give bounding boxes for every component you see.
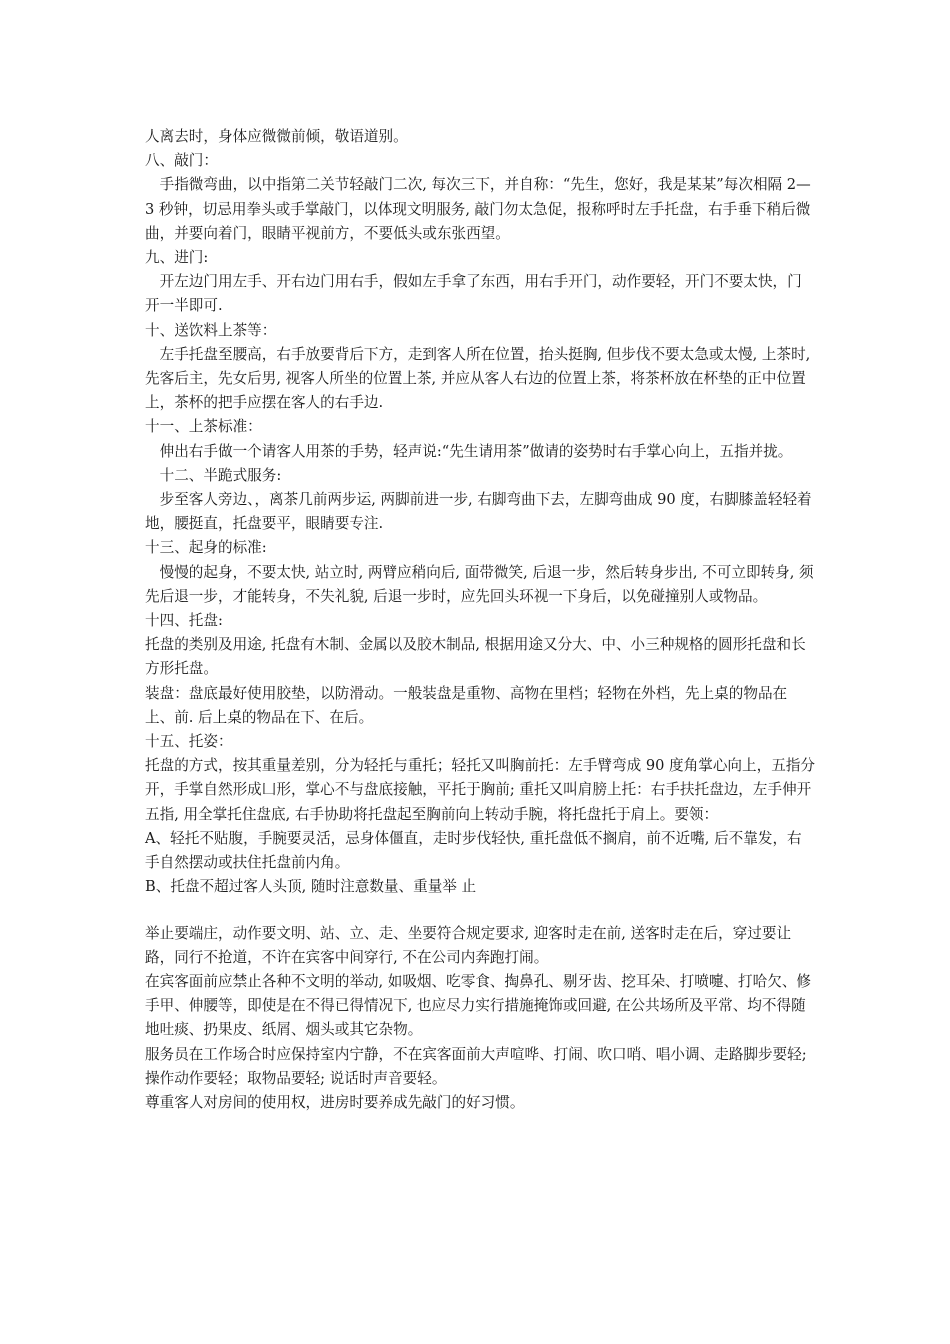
section-heading: 九、进门: [145,249,209,267]
paragraph: 步至客人旁边、，离茶几前两步运, 两脚前进一步, 右脚弯曲下去，左脚弯曲成 90 度，右脚膝盖轻轻着地，腰挺直，托盘要平，眼睛要专注. [145,491,812,533]
paragraph: 开左边门用左手、开右边门用右手，假如左手拿了东西，用右手开门，动作要轻，开门不要太快，门开一半即可. [145,273,802,315]
document-body [145,125,815,1115]
paragraph: 装盘：盘底最好使用胶垫，以防滑动。一般装盘是重物、高物在里档；轻物在外档，先上桌的物品在上、前. 后上桌的物品在下、在后。 [145,684,788,726]
paragraph: 左手托盘至腰高，右手放要背后下方，走到客人所在位置，抬头挺胸, 但步伐不要太急或太慢, 上茶时, 先客后主，先女后男, 视客人所坐的位置上茶, 并应从客人右边的位置上茶，将茶杯放在杯垫的正中位置上，茶杯的把手应摆在客人的右手边. [145,345,811,412]
list-item: B、托盘不超过客人头顶, 随时注意数量、重量举 止 [145,878,477,896]
paragraph: 手指微弯曲，以中指第二关节轻敲门二次, 每次三下，并自称：“先生，您好，我是某某”每次相隔 2—3 秒钟，切忌用拳头或手掌敲门，以体现文明服务, 敲门勿太急促，报称呼时左手托盘，右手垂下稍后微曲，并要向着门，眼睛平视前方，不要低头或东张西望。 [145,176,811,242]
paragraph: 在宾客面前应禁止各种不文明的举动, 如吸烟、吃零食、掏鼻孔、剔牙齿、挖耳朵、打喷嚏、打哈欠、修手甲、伸腰等，即使是在不得已得情况下, 也应尽力实行措施掩饰或回避, 在公共场所及平常、均不得随地吐痰、扔果皮、纸屑、烟头或其它杂物。 [145,972,812,1039]
section-heading: 十四、托盘: [145,612,223,630]
section-heading: 八、敲门： [145,152,218,170]
paragraph: 慢慢的起身，不要太快, 站立时, 两臂应稍向后, 面带微笑, 后退一步，然后转身步出, 不可立即转身, 须先后退一步，才能转身，不失礼貌, 后退一步时，应先回头环视一下身后，以免碰撞别人或物品。 [145,563,814,605]
paragraph: 托盘的类别及用途, 托盘有木制、金属以及胶木制品, 根据用途又分大、中、小三种规格的圆形托盘和长方形托盘。 [145,636,806,678]
section-heading: 十一、上茶标准： [145,418,262,436]
paragraph: 举止要端庄，动作要文明、站、立、走、坐要符合规定要求, 迎客时走在前, 送客时走在后，穿过要让路，同行不抢道，不许在宾客中间穿行, 不在公司内奔跑打闹。 [145,924,792,966]
section-heading: 十三、起身的标准: [145,539,267,557]
list-item: A、轻托不贴腹，手腕要灵活，忌身体僵直，走时步伐轻快, 重托盘低不搁肩，前不近嘴, 后不靠发，右手自然摆动或扶住托盘前内角。 [145,829,802,872]
text-line: 人离去时，身体应微微前倾，敬语道别。 [145,128,408,145]
paragraph: 服务员在工作场合时应保持室内宁静，不在宾客面前大声喧哗、打闹、吹口哨、唱小调、走路脚步要轻; 操作动作要轻；取物品要轻; 说话时声音要轻。 [145,1045,807,1087]
section-heading: 十五、托姿： [145,733,233,751]
blank-line [145,900,815,922]
paragraph: 尊重客人对房间的使用权，进房时要养成先敲门的好习惯。 [145,1093,525,1111]
section-heading: 十二、半跪式服务: [159,466,282,484]
paragraph: 托盘的方式，按其重量差别，分为轻托与重托；轻托又叫胸前托：左手臂弯成 90 度角掌心向上，五指分开，手掌自然形成凵形，掌心不与盘底接触，平托于胸前; 重托又叫肩膀上托：右手扶托盘边，左手伸开五指, 用全掌托住盘底, 右手协助将托盘起至胸前向上转动手腕，将托盘托于肩上。要领： [145,757,815,823]
section-heading: 十、送饮料上茶等： [145,321,277,339]
paragraph: 伸出右手做一个请客人用茶的手势，轻声说:“先生请用茶”做请的姿势时右手掌心向上，五指并拢。 [159,442,793,460]
